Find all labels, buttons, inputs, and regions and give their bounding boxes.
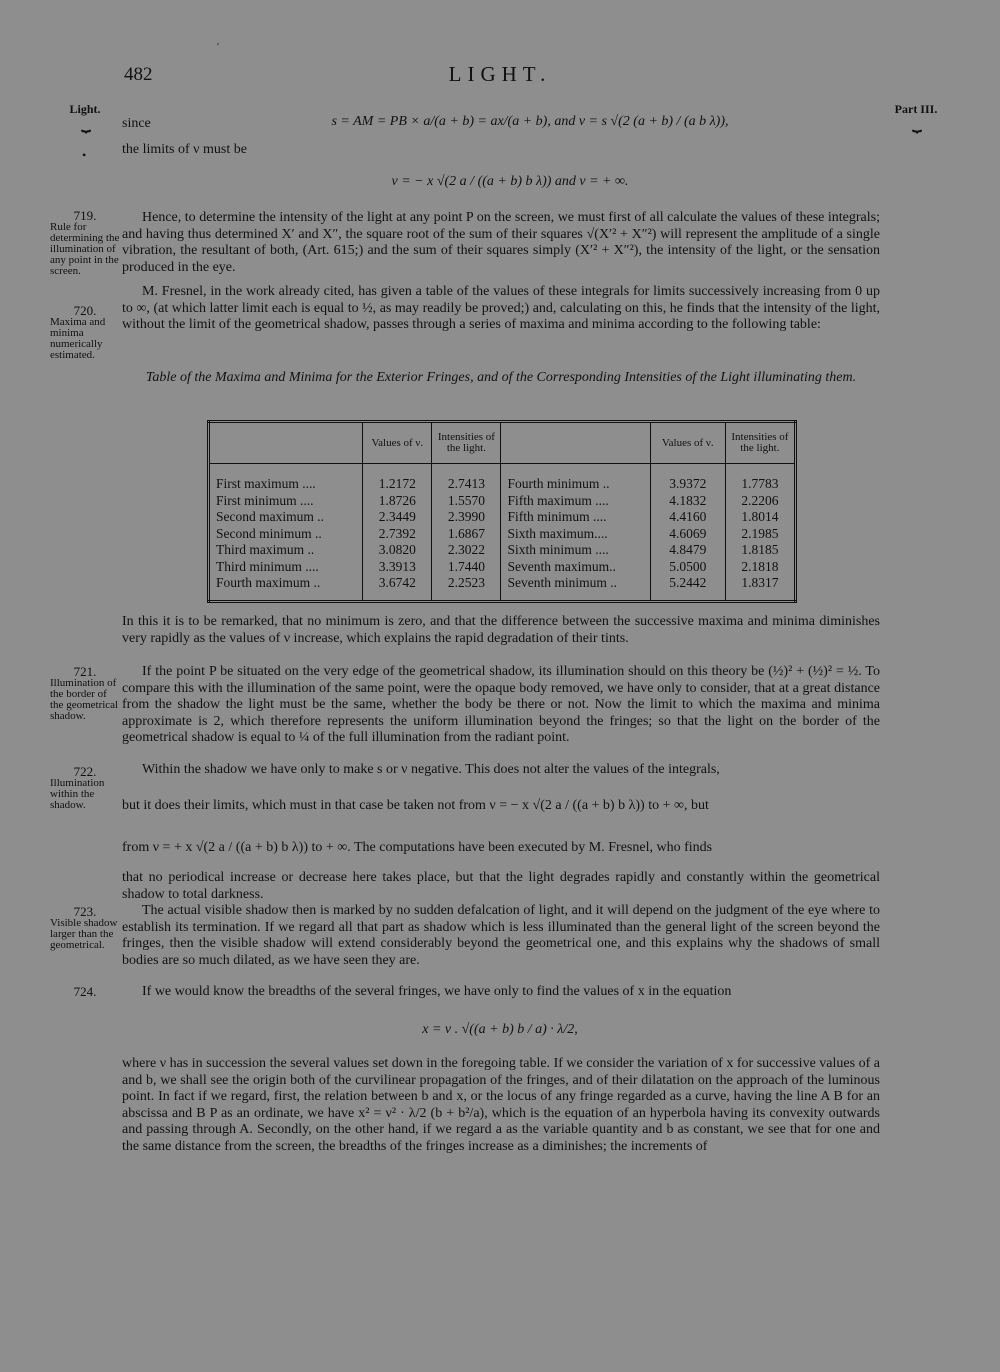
nu-value: 2.3449 <box>363 509 432 526</box>
nu-value: 4.8479 <box>650 542 725 559</box>
fringe-label: Seventh maximum.. <box>501 559 650 576</box>
margin-note-721: 721. Illumination of the border of the geometrical shadow. <box>50 664 119 722</box>
fringe-label: Third minimum .... <box>216 558 319 574</box>
margin-note-724: 724. <box>73 984 97 999</box>
running-head-right-label: Part III. <box>894 102 938 116</box>
header-intensities: Intensities of the light. <box>725 422 795 464</box>
nu-value: 2.7392 <box>363 526 432 543</box>
paragraph-723: The actual visible shadow then is marked by no sudden defalcation of light, and it will depend on the judgment of the eye where to establish its termination. If we regard all that part as shadow which is less illuminated than the general light of the screen beyond the fringes, then the visible shadow will extend considerably beyond the geometrical one, and this explains why the shadows of small bodies are so much dilated, as we have seen they are. <box>122 903 880 968</box>
nu-value: 4.4160 <box>650 509 725 526</box>
table-row <box>209 575 796 601</box>
intensity-value: 1.6867 <box>432 526 501 543</box>
paragraph-720: M. Fresnel, in the work already cited, has given a table of the values of these integrals for limits successively increasing from 0 up to ∞, (at which latter limit each is equal to ½, as may readily be proved;) and, calculating on this, he finds that the intensity of the light, without the limit of the geometrical shadow, passes through a series of maxima and minima according to the following table: <box>122 284 880 332</box>
intensity-value: 1.8014 <box>725 509 795 526</box>
fringe-label: Second maximum .. <box>216 509 324 524</box>
nu-value: 1.8726 <box>363 493 432 510</box>
intensity-value: 2.2523 <box>432 575 501 601</box>
header-blank <box>209 422 363 464</box>
nu-value: 5.0500 <box>650 559 725 576</box>
stray-mark: ′ <box>217 42 220 53</box>
paragraph-after-table: In this it is to be remarked, that no minimum is zero, and that the difference between the successive maxima and minima diminishes very rapidly as the values of ν increase, which explains the rapid degradation of their tints. <box>122 614 880 646</box>
fringe-label: Second minimum .. <box>216 525 322 541</box>
intensity-value: 2.1985 <box>725 526 795 543</box>
table-row <box>209 542 796 559</box>
intensity-value: 2.7413 <box>432 464 501 493</box>
intensity-value: 1.7440 <box>432 559 501 576</box>
paragraph-721: If the point P be situated on the very edge of the geometrical shadow, its illumination should on this theory be (½)² + (½)² = ½. To compare this with the illumination of the same point, were the opaque body removed, we have only to consider, that at a great distance from the shadow the light must be the same, whether the body be there or not. Now the limit to which the maxima and minima approximate is 2, which therefore represents the uniform illumination beyond the fringes; so that the light on the border of the geometrical shadow is equal to ¼ of the full illumination from the radiant point. <box>122 664 880 745</box>
page-title: LIGHT. <box>448 62 552 86</box>
header-values-nu: Values of ν. <box>650 422 725 464</box>
table-row <box>209 526 796 543</box>
equation-724: x = ν . √((a + b) b / a) · λ/2, <box>422 1022 578 1037</box>
fringe-label: Third maximum .. <box>216 542 315 557</box>
page-number: 482 <box>124 64 153 85</box>
nu-value: 3.9372 <box>650 464 725 493</box>
intensity-value: 1.8317 <box>725 575 795 601</box>
fringe-label: Fifth maximum .... <box>501 493 650 510</box>
fringe-label: First maximum .... <box>216 476 316 491</box>
table-row <box>209 559 796 576</box>
header-intensities: Intensities of the light. <box>432 422 501 464</box>
brace-icon: ⏟ <box>81 115 89 132</box>
nu-value: 3.0820 <box>363 542 432 559</box>
equation-s: s = AM = PB × a/(a + b) = ax/(a + b), and ν = s √(2 (a + b) / (a b λ)), <box>331 114 729 129</box>
intensity-value: 2.1818 <box>725 559 795 576</box>
intensity-value: 1.5570 <box>432 493 501 510</box>
margin-note-723: 723. Visible shadow larger than the geometrical. <box>50 904 118 951</box>
nu-value: 3.6742 <box>363 575 432 601</box>
intensity-value: 2.3990 <box>432 509 501 526</box>
paragraph-724: If we would know the breadths of the several fringes, we have only to find the values of x in the equation <box>142 984 732 999</box>
fringe-label: Fifth minimum .... <box>501 509 650 526</box>
fringes-table <box>207 420 797 603</box>
table-row <box>209 464 796 493</box>
paragraph-722-b: but it does their limits, which must in that case be taken not from ν = − x √(2 a / ((a + b) b λ)) to + ∞, but <box>122 798 709 813</box>
intensity-value: 2.3022 <box>432 542 501 559</box>
intensity-value: 1.8185 <box>725 542 795 559</box>
margin-note-720: 720. Maxima and minima numerically estimated. <box>50 303 106 361</box>
table-header-row <box>209 422 796 464</box>
running-head-right <box>880 102 952 132</box>
fringe-label: Fourth maximum .. <box>216 575 321 590</box>
nu-value: 5.2442 <box>650 575 725 601</box>
paragraph-719: Hence, to determine the intensity of the light at any point P on the screen, we must first of all calculate the values of these integrals; and having thus determined X′ and X″, the square root of the sum of their squares √(X′² + X″²) will represent the amplitude of a single vibration, the resultant of both, (Art. 615;) and the sum of their squares simply (X′² + X″²), the intensity of the light, or the sensation produced in the eye. <box>122 210 880 275</box>
margin-note-719: 719. Rule for determining the illumination of any point in the screen. <box>50 208 120 277</box>
fringe-label: Sixth minimum .... <box>501 542 650 559</box>
paragraph-722-a: Within the shadow we have only to make s or ν negative. This does not alter the values of the integrals, <box>142 762 720 777</box>
header-blank <box>501 422 650 464</box>
fringe-label: Fourth minimum .. <box>501 464 650 493</box>
table-caption: Table of the Maxima and Minima for the Exterior Fringes, and of the Corresponding Intensities of the Light illuminating them. <box>145 370 857 385</box>
table-row <box>209 509 796 526</box>
running-head-left <box>50 102 120 132</box>
paragraph-722-c: from ν = + x √(2 a / ((a + b) b λ)) to + ∞. The computations have been executed by M. Fresnel, who finds <box>122 840 713 855</box>
nu-value: 1.2172 <box>363 464 432 493</box>
paragraph-724-b: where ν has in succession the several values set down in the foregoing table. If we consider the variation of x for successive values of a and b, we shall see the origin both of the curvilinear propagation of the fringes, and of their dilatation on the approach of the luminous point. In fact if we regard, first, the relation between b and x, or the locus of any fringe regarded as a curve, having the line A B for an abscissa and B P as an ordinate, we have x² = ν² · λ/2 (b + b²/a), which is the equation of an hyperbola having its convexity outwards and passing through A. Secondly, on the other hand, if we regard a as the variable quantity and b as constant, we see that for one and the same distance from the screen, the breadths of the fringes increase as a diminishes; the increments of <box>122 1056 880 1154</box>
limits-text: the limits of ν must be <box>122 142 247 157</box>
intensity-value: 1.7783 <box>725 464 795 493</box>
fringe-label: First minimum .... <box>216 492 314 508</box>
running-head-left-label: Light. <box>69 102 101 116</box>
fringe-label: Seventh minimum .. <box>501 575 650 601</box>
brace-icon: ⏟ <box>912 115 920 132</box>
paragraph-722-d: that no periodical increase or decrease here takes place, but that the light degrades rapidly and constantly within the geometrical shadow to total darkness. <box>122 870 880 902</box>
nu-value: 4.6069 <box>650 526 725 543</box>
header-values-nu: Values of ν. <box>363 422 432 464</box>
table-row <box>209 493 796 510</box>
nu-value: 3.3913 <box>363 559 432 576</box>
margin-note-722: 722. Illumination within the shadow. <box>50 764 105 811</box>
intensity-value: 2.2206 <box>725 493 795 510</box>
since-text: since <box>122 116 151 131</box>
fringe-label: Sixth maximum.... <box>501 526 650 543</box>
bullet-mark: • <box>82 148 87 162</box>
equation-nu-limits: ν = − x √(2 a / ((a + b) b λ)) and ν = + ∞. <box>391 174 629 189</box>
nu-value: 4.1832 <box>650 493 725 510</box>
